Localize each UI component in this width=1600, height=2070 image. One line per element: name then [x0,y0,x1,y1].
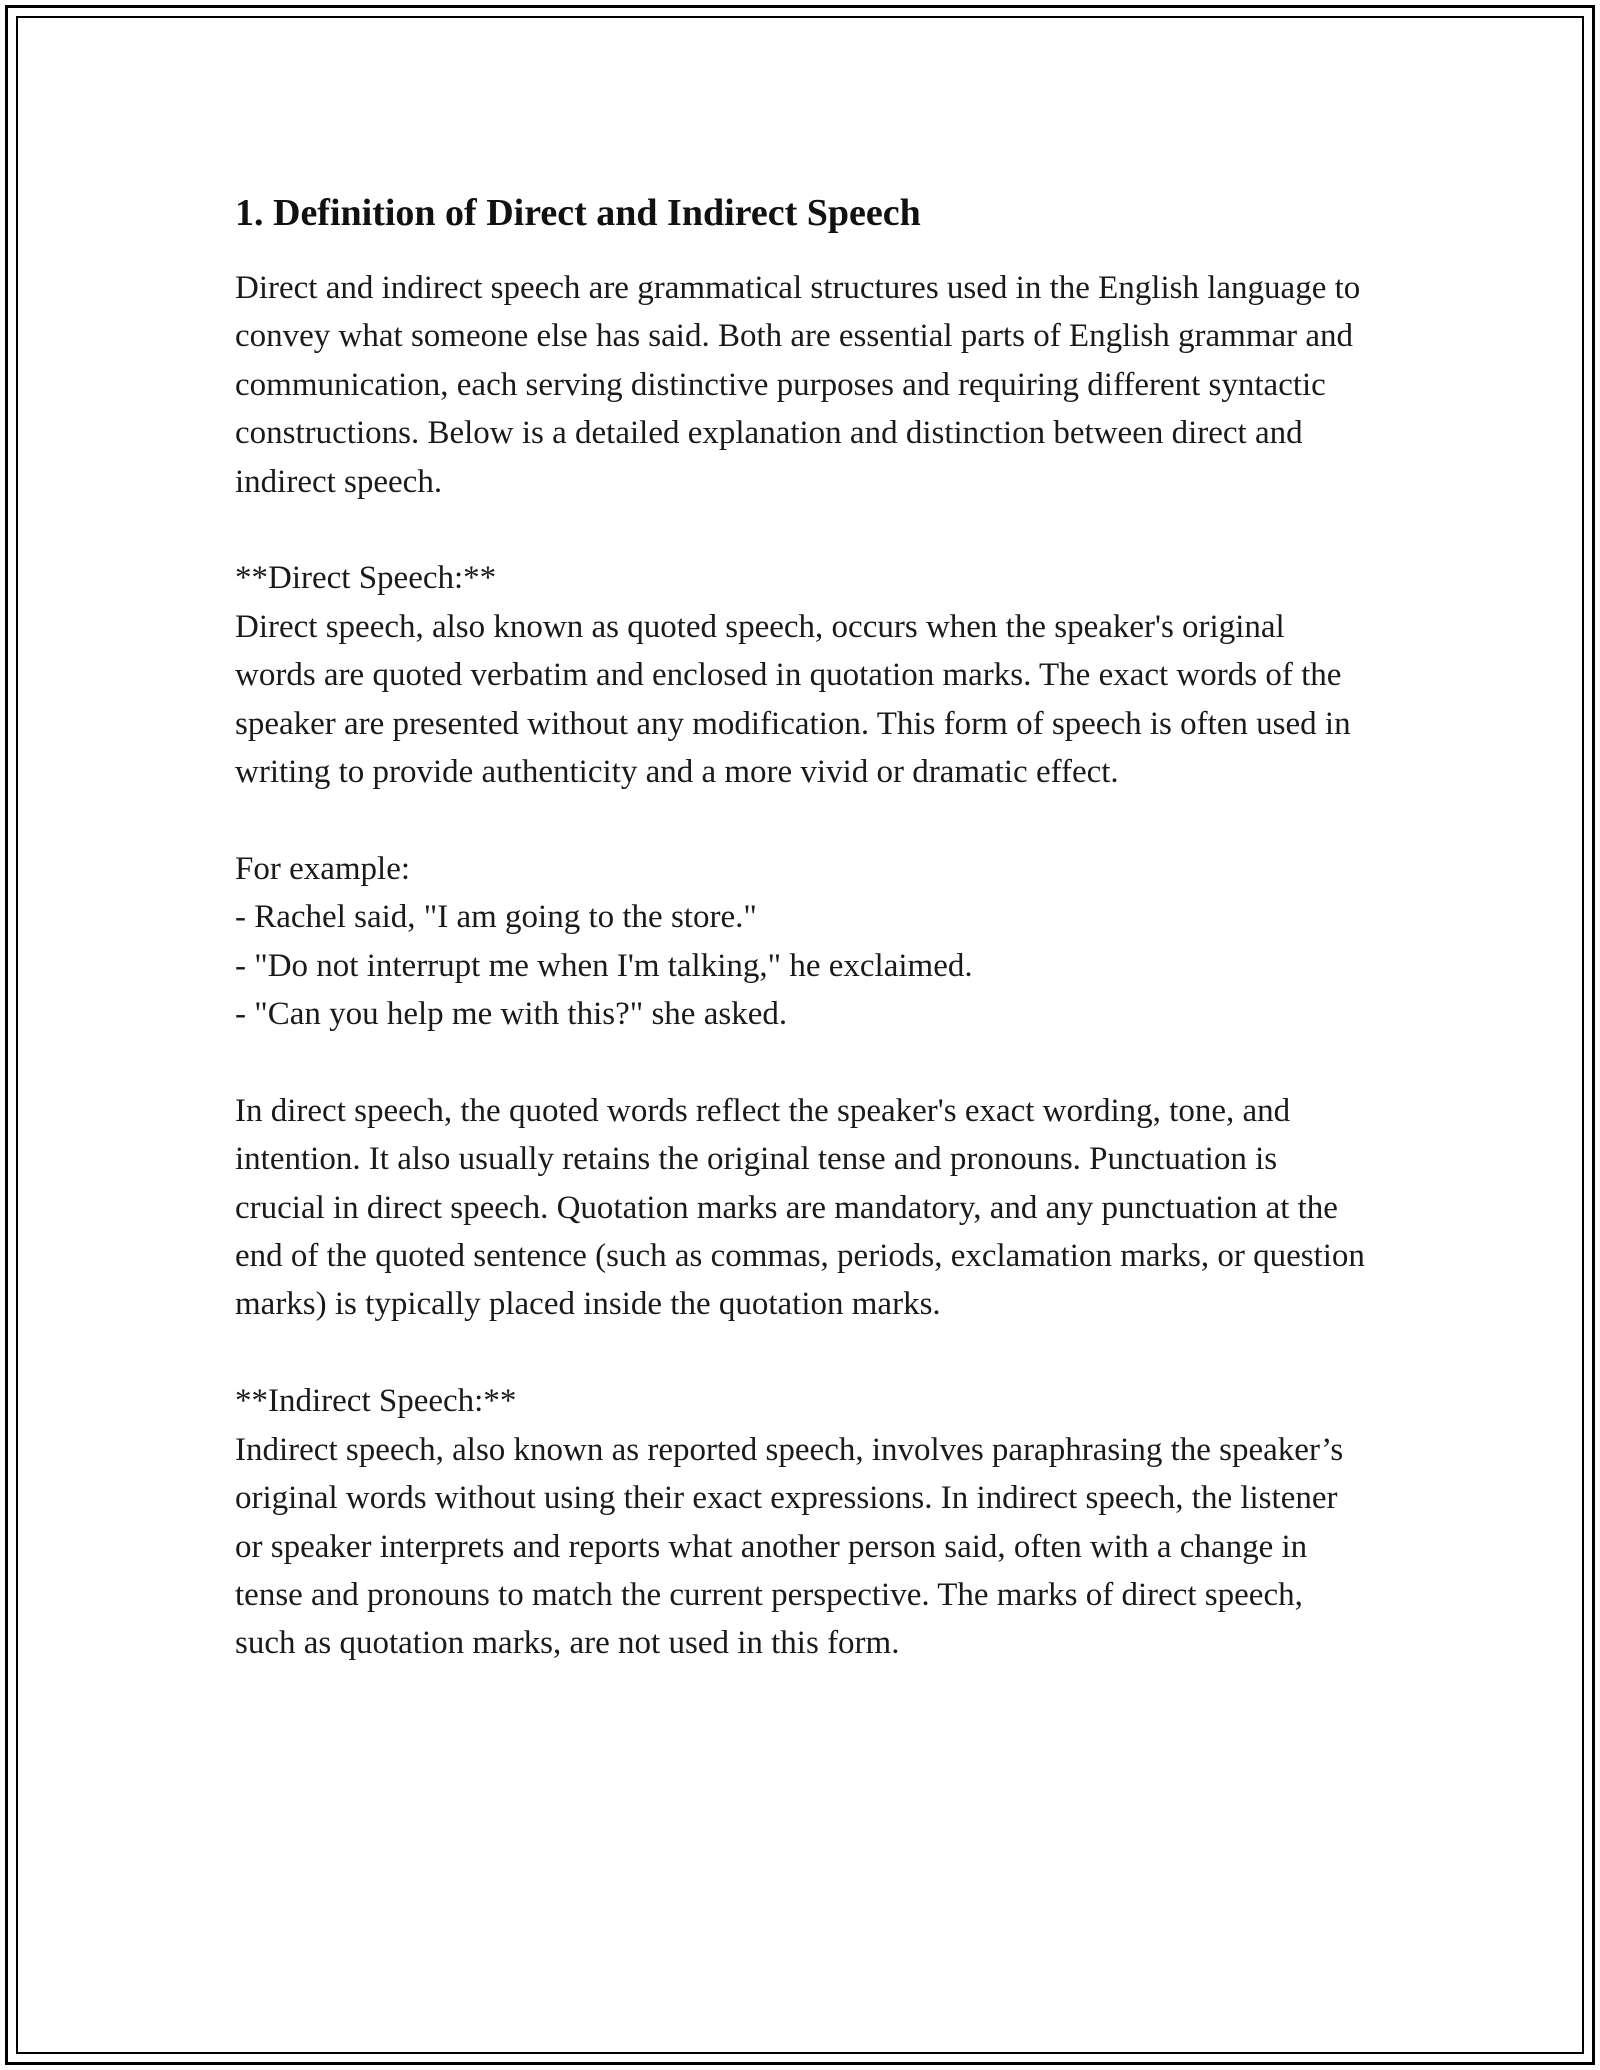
direct-speech-paragraph: Direct speech, also known as quoted speech, occurs when the speaker's original words are quoted verbatim and enclosed in quotation marks. The exact words of the speaker are presented without any modification. This form of speech is often used in writing to provide authenticity and a more vivid or dramatic effect. [235,608,1359,791]
paragraph-gap [235,1329,1365,1377]
example-item: - "Can you help me with this?" she asked. [235,996,788,1033]
section-heading: 1. Definition of Direct and Indirect Speech [235,192,921,234]
example-item: - "Do not interrupt me when I'm talking," he exclaimed. [235,947,973,984]
indirect-speech-heading: **Indirect Speech:** [235,1383,517,1420]
paragraph-gap [235,796,1365,844]
intro-paragraph: Direct and indirect speech are grammatical structures used in the English language to convey what someone else has said. Both are essential parts of English grammar and communication, each serving distinctive purposes and requiring different syntactic constructions. Below is a detailed explanation and distinction between direct and indirect speech. [235,270,1369,500]
indirect-speech-paragraph: Indirect speech, also known as reported speech, involves paraphrasing the speaker’s original words without using their exact expressions. In indirect speech, the listener or speaker interprets and reports what another person said, often with a change in tense and pronouns to match the current perspective. The marks of direct speech, such as quotation marks, are not used in this form. [235,1431,1352,1662]
example-intro: For example: [235,850,411,887]
direct-speech-notes: In direct speech, the quoted words reflect the speaker's exact wording, tone, and intention. It also usually retains the original tense and pronouns. Punctuation is crucial in direct speech. Quotation marks are mandatory, and any punctuation at the end of the quoted sentence (such as commas, periods, exclamation marks, or question marks) is typically placed inside the quotation marks. [235,1092,1374,1323]
paragraph-gap [235,506,1365,554]
document-body [235,188,1374,1668]
paragraph-gap [235,1038,1365,1086]
direct-speech-heading: **Direct Speech:** [235,560,497,597]
example-item: - Rachel said, "I am going to the store." [235,899,757,936]
